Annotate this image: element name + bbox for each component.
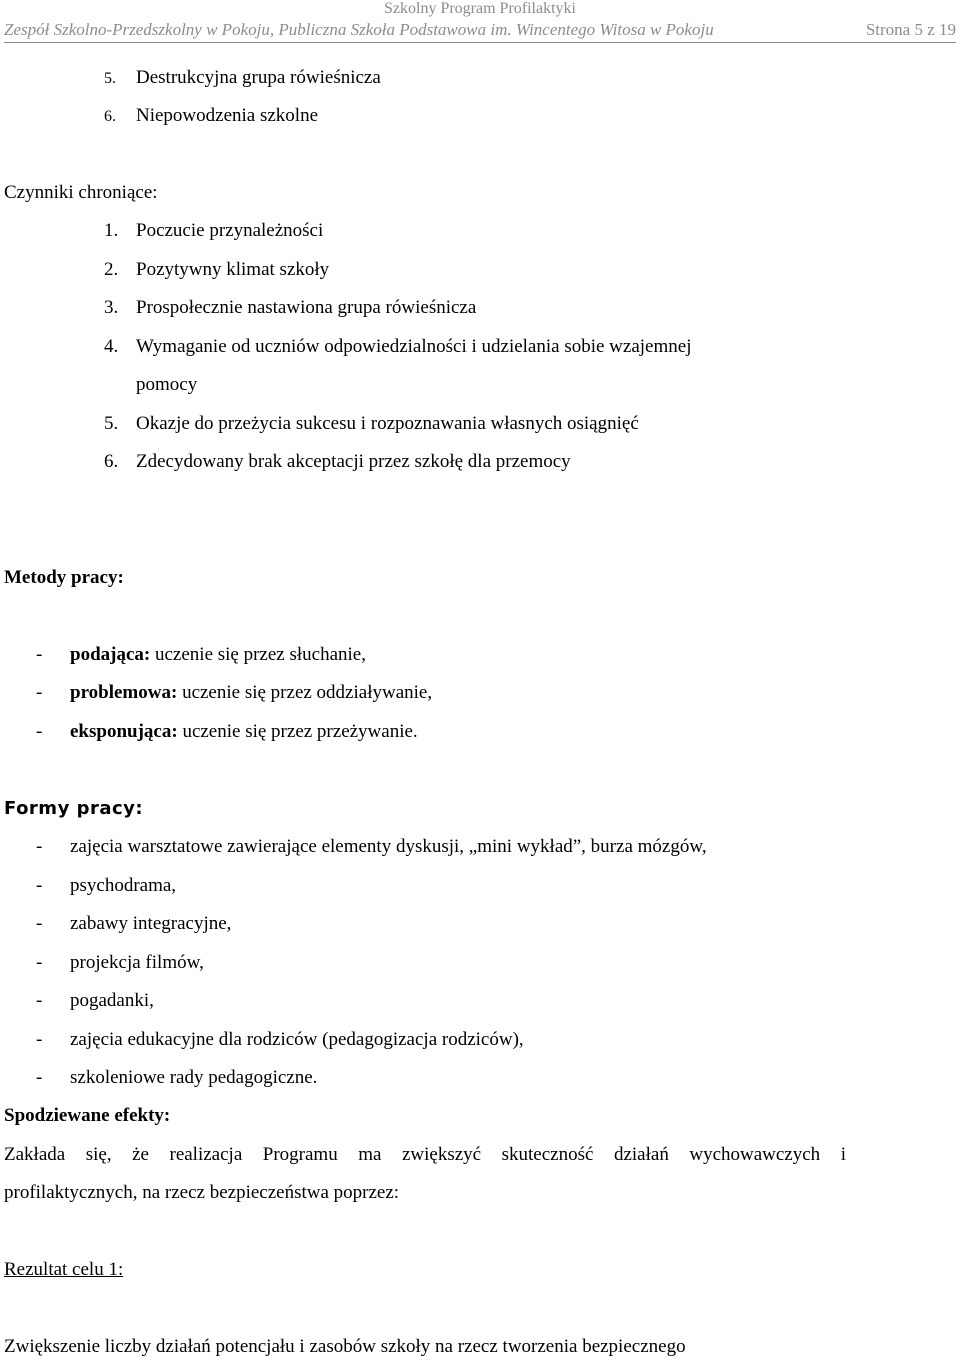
list-item: - podająca: uczenie się przez słuchanie,	[36, 644, 366, 665]
list-item: - zajęcia warsztatowe zawierające elementy dyskusji, „mini wykład”, burza mózgów,	[36, 836, 707, 857]
list-item: - zajęcia edukacyjne dla rodziców (pedagogizacja rodziców),	[36, 1029, 524, 1050]
list-item: 6. Niepowodzenia szkolne	[104, 105, 319, 126]
result-heading: Rezultat celu 1:	[4, 1259, 124, 1280]
school-name: Zespół Szkolno-Przedszkolny w Pokoju, Publiczna Szkoła Podstawowa im. Wincentego Witosa w Pokoju	[4, 20, 714, 39]
header-rule	[4, 20, 956, 43]
list-item: - eksponująca: uczenie się przez przeżywanie.	[36, 721, 418, 742]
list-item: 4. Wymaganie od uczniów odpowiedzialności i udzielania sobie wzajemnej	[104, 336, 692, 357]
list-item: - pogadanki,	[36, 990, 154, 1011]
list-item: 3. Prospołecznie nastawiona grupa rówieśnicza	[104, 297, 477, 318]
list-item: 1. Poczucie przynależności	[104, 220, 324, 241]
effects-heading: Spodziewane efekty:	[4, 1105, 171, 1126]
effects-paragraph-line: Zakłada się, że realizacja Programu ma zwiększyć skuteczność działań wychowawczych i	[4, 1144, 846, 1165]
forms-heading: Formy pracy:	[4, 798, 144, 819]
list-item: 6. Zdecydowany brak akceptacji przez szkołę dla przemocy	[104, 451, 571, 472]
page-number: Strona 5 z 19	[865, 20, 956, 39]
document-title: Szkolny Program Profilaktyki	[384, 0, 576, 17]
effects-paragraph-line: profilaktycznych, na rzecz bezpieczeństwa poprzez:	[4, 1182, 400, 1203]
list-item: 2. Pozytywny klimat szkoły	[104, 259, 330, 280]
list-item: - psychodrama,	[36, 875, 177, 896]
protective-factors-heading: Czynniki chroniące:	[4, 182, 158, 203]
list-item: - szkoleniowe rady pedagogiczne.	[36, 1067, 318, 1088]
list-item: 5. Destrukcyjna grupa rówieśnicza	[104, 67, 381, 88]
methods-heading: Metody pracy:	[4, 567, 124, 588]
list-item: - projekcja filmów,	[36, 952, 204, 973]
page-header	[0, 0, 960, 46]
list-item: - zabawy integracyjne,	[36, 913, 232, 934]
list-item: - problemowa: uczenie się przez oddziaływanie,	[36, 682, 433, 703]
list-item-continuation: pomocy	[136, 374, 198, 395]
list-item: 5. Okazje do przeżycia sukcesu i rozpoznawania własnych osiągnięć	[104, 413, 639, 434]
result-text: Zwiększenie liczby działań potencjału i zasobów szkoły na rzecz tworzenia bezpiecznego	[4, 1336, 686, 1357]
